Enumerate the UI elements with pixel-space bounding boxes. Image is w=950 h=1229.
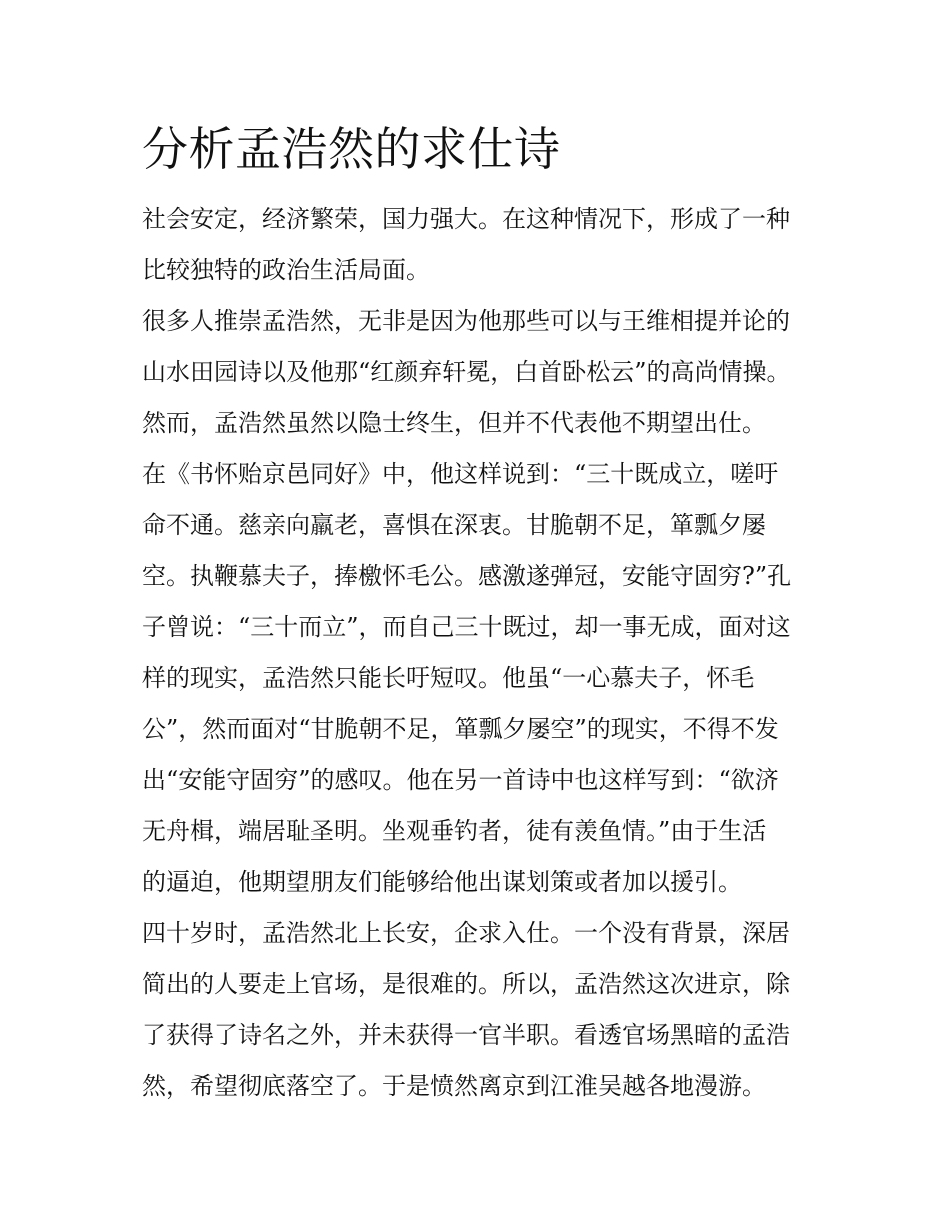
text-line: 子曾说：“三十而立”，而自己三十既过，却一事无成，面对这: [142, 613, 791, 641]
document-title: 分析孟浩然的求仕诗: [142, 122, 561, 176]
text-line: 无舟楫，端居耻圣明。坐观垂钓者，徒有羡鱼情。”由于生活: [142, 817, 767, 845]
text-line: 比较独特的政治生活局面。: [142, 256, 430, 284]
text-line: 简出的人要走上官场，是很难的。所以，孟浩然这次进京，除: [142, 970, 790, 998]
paragraph-5: [142, 908, 822, 1112]
text-line: 很多人推崇孟浩然，无非是因为他那些可以与王维相提并论的: [142, 307, 790, 335]
text-line: 四十岁时，孟浩然北上长安，企求入仕。一个没有背景，深居: [142, 919, 790, 947]
text-line: 然，希望彻底落空了。于是愤然离京到江淮吴越各地漫游。: [142, 1072, 766, 1100]
text-line: 公”，然而面对“甘脆朝不足，箪瓢夕屡空”的现实，不得不发: [142, 715, 779, 743]
document-body: [142, 194, 822, 1112]
text-line: 命不通。慈亲向羸老，喜惧在深衷。甘脆朝不足，箪瓢夕屡: [142, 511, 766, 539]
paragraph-2: [142, 296, 822, 398]
text-line: 的逼迫，他期望朋友们能够给他出谋划策或者加以援引。: [142, 868, 742, 896]
text-line: 样的现实，孟浩然只能长吁短叹。他虽“一心慕夫子，怀毛: [142, 664, 755, 692]
text-line: 出“安能守固穷”的感叹。他在另一首诗中也这样写到：“欲济: [142, 766, 779, 794]
document-page: [142, 118, 822, 1112]
text-line: 山水田园诗以及他那“红颜弃轩冕，白首卧松云”的高尚情操。: [142, 358, 791, 386]
paragraph-1: [142, 194, 822, 296]
paragraph-4: [142, 449, 822, 908]
text-line: 在《书怀贻京邑同好》中，他这样说到：“三十既成立，嗟吁: [142, 460, 779, 488]
text-line: 然而，孟浩然虽然以隐士终生，但并不代表他不期望出仕。: [142, 409, 766, 437]
paragraph-3: [142, 398, 822, 449]
text-line: 了获得了诗名之外，并未获得一官半职。看透官场黑暗的孟浩: [142, 1021, 790, 1049]
text-line: 社会安定，经济繁荣，国力强大。在这种情况下，形成了一种: [142, 205, 790, 233]
text-line: 空。执鞭慕夫子，捧檄怀毛公。感激遂弹冠，安能守固穷?”孔: [142, 562, 792, 590]
